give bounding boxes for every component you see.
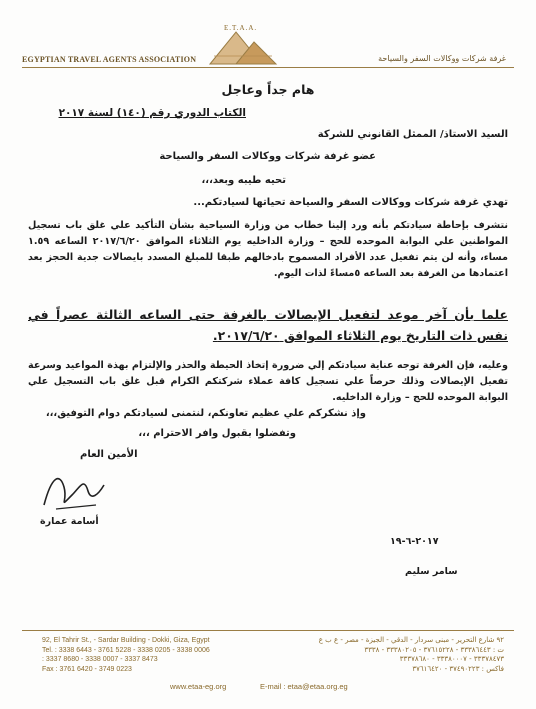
thanks-line: وإذ نشكركم علي عظيم تعاونكم، لنتمنى لسيادتكم دوام التوفيق،،،: [45, 408, 366, 419]
footer-tel-en: Tel. : 3338 6443 - 3761 5228 - 3338 0205 - 3338 0006: [42, 646, 210, 654]
footer-contact-en: [42, 636, 210, 674]
association-name-ar: غرفة شركات ووكالات السفر والسياحة: [378, 54, 506, 63]
footer-email-link[interactable]: E-mail : etaa@etaa.org.eg: [260, 682, 348, 691]
sender-name: سامر سليم: [405, 566, 458, 577]
footer-fax-en: Fax : 3761 6420 - 3749 0223: [42, 665, 132, 673]
footer-fax-ar: فاكس : ٣٧٤٩٠٢٢٣ - ٣٧٦١٦٤٢٠: [412, 664, 504, 673]
footer-website-link[interactable]: www.etaa-eg.org: [170, 682, 227, 691]
footer-tel2-en: : 3337 8680 - 3338 0007 - 3337 8473: [42, 656, 158, 663]
paragraph-2: علما بأن آخر موعد لتفعيل الإيصالات بالغرفة حتى الساعه الثالثة عصراً في نفس ذات التاريخ يوم الثلاثاء الموافق ٢٠١٧/٦/٢٠.: [28, 307, 508, 343]
etaa-label: E.T.A.A.: [224, 24, 258, 32]
greeting: تحيه طيبه وبعد،،،: [201, 175, 286, 186]
signatory-title: الأمين العام: [80, 449, 138, 460]
intro-line: تهدي غرفة شركات ووكالات السفر والسياحة تحياتها لسيادتكم...: [193, 197, 508, 208]
footer-tel2-ar: ٣٣٣٧٨٤٧٣ - ٣٣٣٨٠٠٠٧ - ٣٣٣٧٨٦٨٠: [399, 655, 504, 663]
letter-title: هام جداً وعاجل: [221, 82, 315, 97]
regards-line: وتفضلوا بقبول وافر الاحترام ،،،: [138, 428, 296, 439]
recipient-line-2: عضو غرفة شركات ووكالات السفر والسياحة: [159, 151, 376, 162]
paragraph-3: وعليه، فإن الغرفة توجه عناية سيادتكم إلي ضرورة إتخاذ الحيطة والحذر والإلتزام بهذة المواعيد وسرعة تفعيل الإيصالات وذلك حرصاً علي تسجيل كافة عملاء شركتكم الكرام قبل غلق باب التسجيل علي البوابة الموحده للحج – وزارة الداخليه.: [28, 360, 508, 403]
paragraph-1: نتشرف بإحاطة سيادتكم بأنه ورد إلينا خطاب من وزارة السياحية بشأن التأكيد علي غلق باب تسجيل المواطنين علي البوابة الموحده للحج – وزارة الداخليه يوم الثلاثاء الموافق ٢٠١٧/٦/٢٠ الساعه ١.٥٩ مساء، وأنه لن يتم تفعيل عدد الأفراد المسموح بادخالهم طبقا للمبلغ المسدد بايصالات جدية الحجز بعد اعتمادها من الغرفة بعد الساعه ٥مساءً لذات اليوم.: [28, 220, 508, 279]
header-divider: [22, 67, 514, 68]
association-name-en: EGYPTIAN TRAVEL AGENTS ASSOCIATION: [22, 55, 197, 64]
handwritten-signature: [38, 465, 108, 515]
letter-date: ٢٠١٧-٦-١٩: [390, 536, 439, 547]
footer-tel-ar: ت : ٣٣٣٨٦٤٤٣ - ٣٧٦١٥٢٢٨ - ٣٣٣٨٠٢٠٥ - ٣٣٣٨: [364, 645, 504, 654]
footer-address-en: 92, El Tahrir St., - Sardar Building - Dokki, Giza, Egypt: [42, 637, 210, 644]
footer-divider: [22, 630, 514, 631]
signatory-name: أسامة عمارة: [40, 516, 99, 527]
circular-number: الكتاب الدوري رقم (١٤٠) لسنة ٢٠١٧: [58, 107, 246, 119]
footer-address-ar: ٩٢ شارع التحرير - مبنى سردار - الدقي - الجيزة - مصر - ع ب ع: [318, 636, 504, 644]
footer-contact-ar: [319, 636, 504, 674]
recipient-line-1: السيد الاستاذ/ الممثل القانوني للشركة: [317, 129, 508, 140]
etaa-pyramids-logo: [206, 26, 280, 66]
